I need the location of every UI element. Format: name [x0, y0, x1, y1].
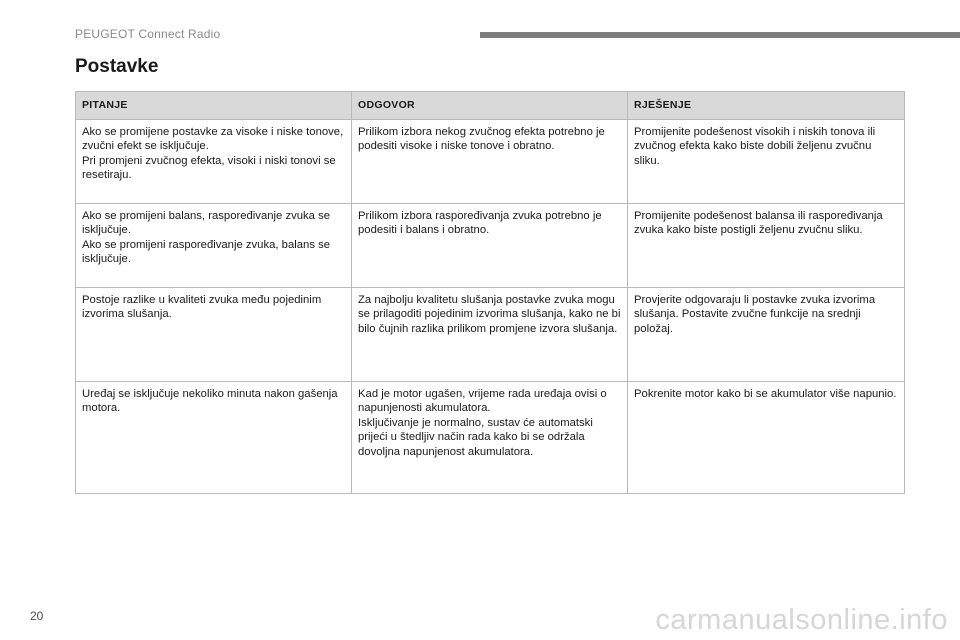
answer-cell — [352, 204, 628, 288]
cell-text: Pri promjeni zvučnog efekta, visoki i niski tonovi se resetiraju. — [82, 154, 336, 182]
answer-cell — [352, 288, 628, 382]
cell-text: Prilikom izbora raspoređivanja zvuka potrebno je podesiti i balans i obratno. — [358, 210, 602, 237]
watermark[interactable]: carmanualsonline.info — [655, 604, 948, 636]
answer-cell — [352, 120, 628, 204]
solution-cell — [628, 288, 905, 382]
cell-text: Uređaj se isključuje nekoliko minuta nakon gašenja motora. — [82, 388, 338, 415]
page-number: 20 — [30, 609, 44, 623]
table-row — [76, 288, 905, 382]
cell-text: Ako se promijeni balans, raspoređivanje zvuka se isključuje. — [82, 210, 331, 237]
page-title: Postavke — [75, 56, 159, 77]
table-row — [76, 382, 905, 494]
cell-text: Kad je motor ugašen, vrijeme rada uređaja ovisi o napunjenosti akumulatora. — [358, 388, 607, 415]
answer-cell — [352, 382, 628, 494]
cell-text: Isključivanje je normalno, sustav će automatski prijeći u štedljiv način rada kako bi se održala dovoljna napunjenost akumulatora. — [358, 416, 593, 458]
column-header-question: PITANJE — [76, 92, 352, 120]
table-row — [76, 120, 905, 204]
solution-cell — [628, 204, 905, 288]
header-brand: PEUGEOT Connect Radio — [75, 27, 221, 41]
table-header-row — [76, 92, 905, 120]
question-cell — [76, 204, 352, 288]
cell-text: Promijenite podešenost visokih i niskih tonova ili zvučnog efekta kako biste dobili željenu zvučnu sliku. — [634, 126, 876, 167]
cell-text: Pokrenite motor kako bi se akumulator više napunio. — [634, 388, 897, 400]
cell-text: Ako se promijeni raspoređivanje zvuka, balans se isključuje. — [82, 238, 331, 266]
solution-cell — [628, 382, 905, 494]
faq-table — [75, 91, 905, 494]
question-cell — [76, 120, 352, 204]
question-cell — [76, 382, 352, 494]
cell-text: Prilikom izbora nekog zvučnog efekta potrebno je podesiti visoke i niske tonove i obratno. — [358, 126, 605, 153]
cell-text: Ako se promijene postavke za visoke i niske tonove, zvučni efekt se isključuje. — [82, 126, 344, 153]
column-header-answer: ODGOVOR — [352, 92, 628, 120]
solution-cell — [628, 120, 905, 204]
cell-text: Promijenite podešenost balansa ili raspoređivanja zvuka kako biste postigli željenu zvučnu sliku. — [634, 210, 883, 237]
column-header-solution: RJEŠENJE — [628, 92, 905, 120]
table-row — [76, 204, 905, 288]
cell-text: Za najbolju kvalitetu slušanja postavke zvuka mogu se prilagoditi pojedinim izvorima slušanja, kako ne bi bilo čujnih razlika prilikom promjene izvora slušanja. — [358, 294, 621, 335]
header-rule — [480, 32, 960, 38]
question-cell — [76, 288, 352, 382]
cell-text: Postoje razlike u kvaliteti zvuka među pojedinim izvorima slušanja. — [82, 294, 322, 321]
cell-text: Provjerite odgovaraju li postavke zvuka izvorima slušanja. Postavite zvučne funkcije na srednji položaj. — [634, 294, 876, 335]
